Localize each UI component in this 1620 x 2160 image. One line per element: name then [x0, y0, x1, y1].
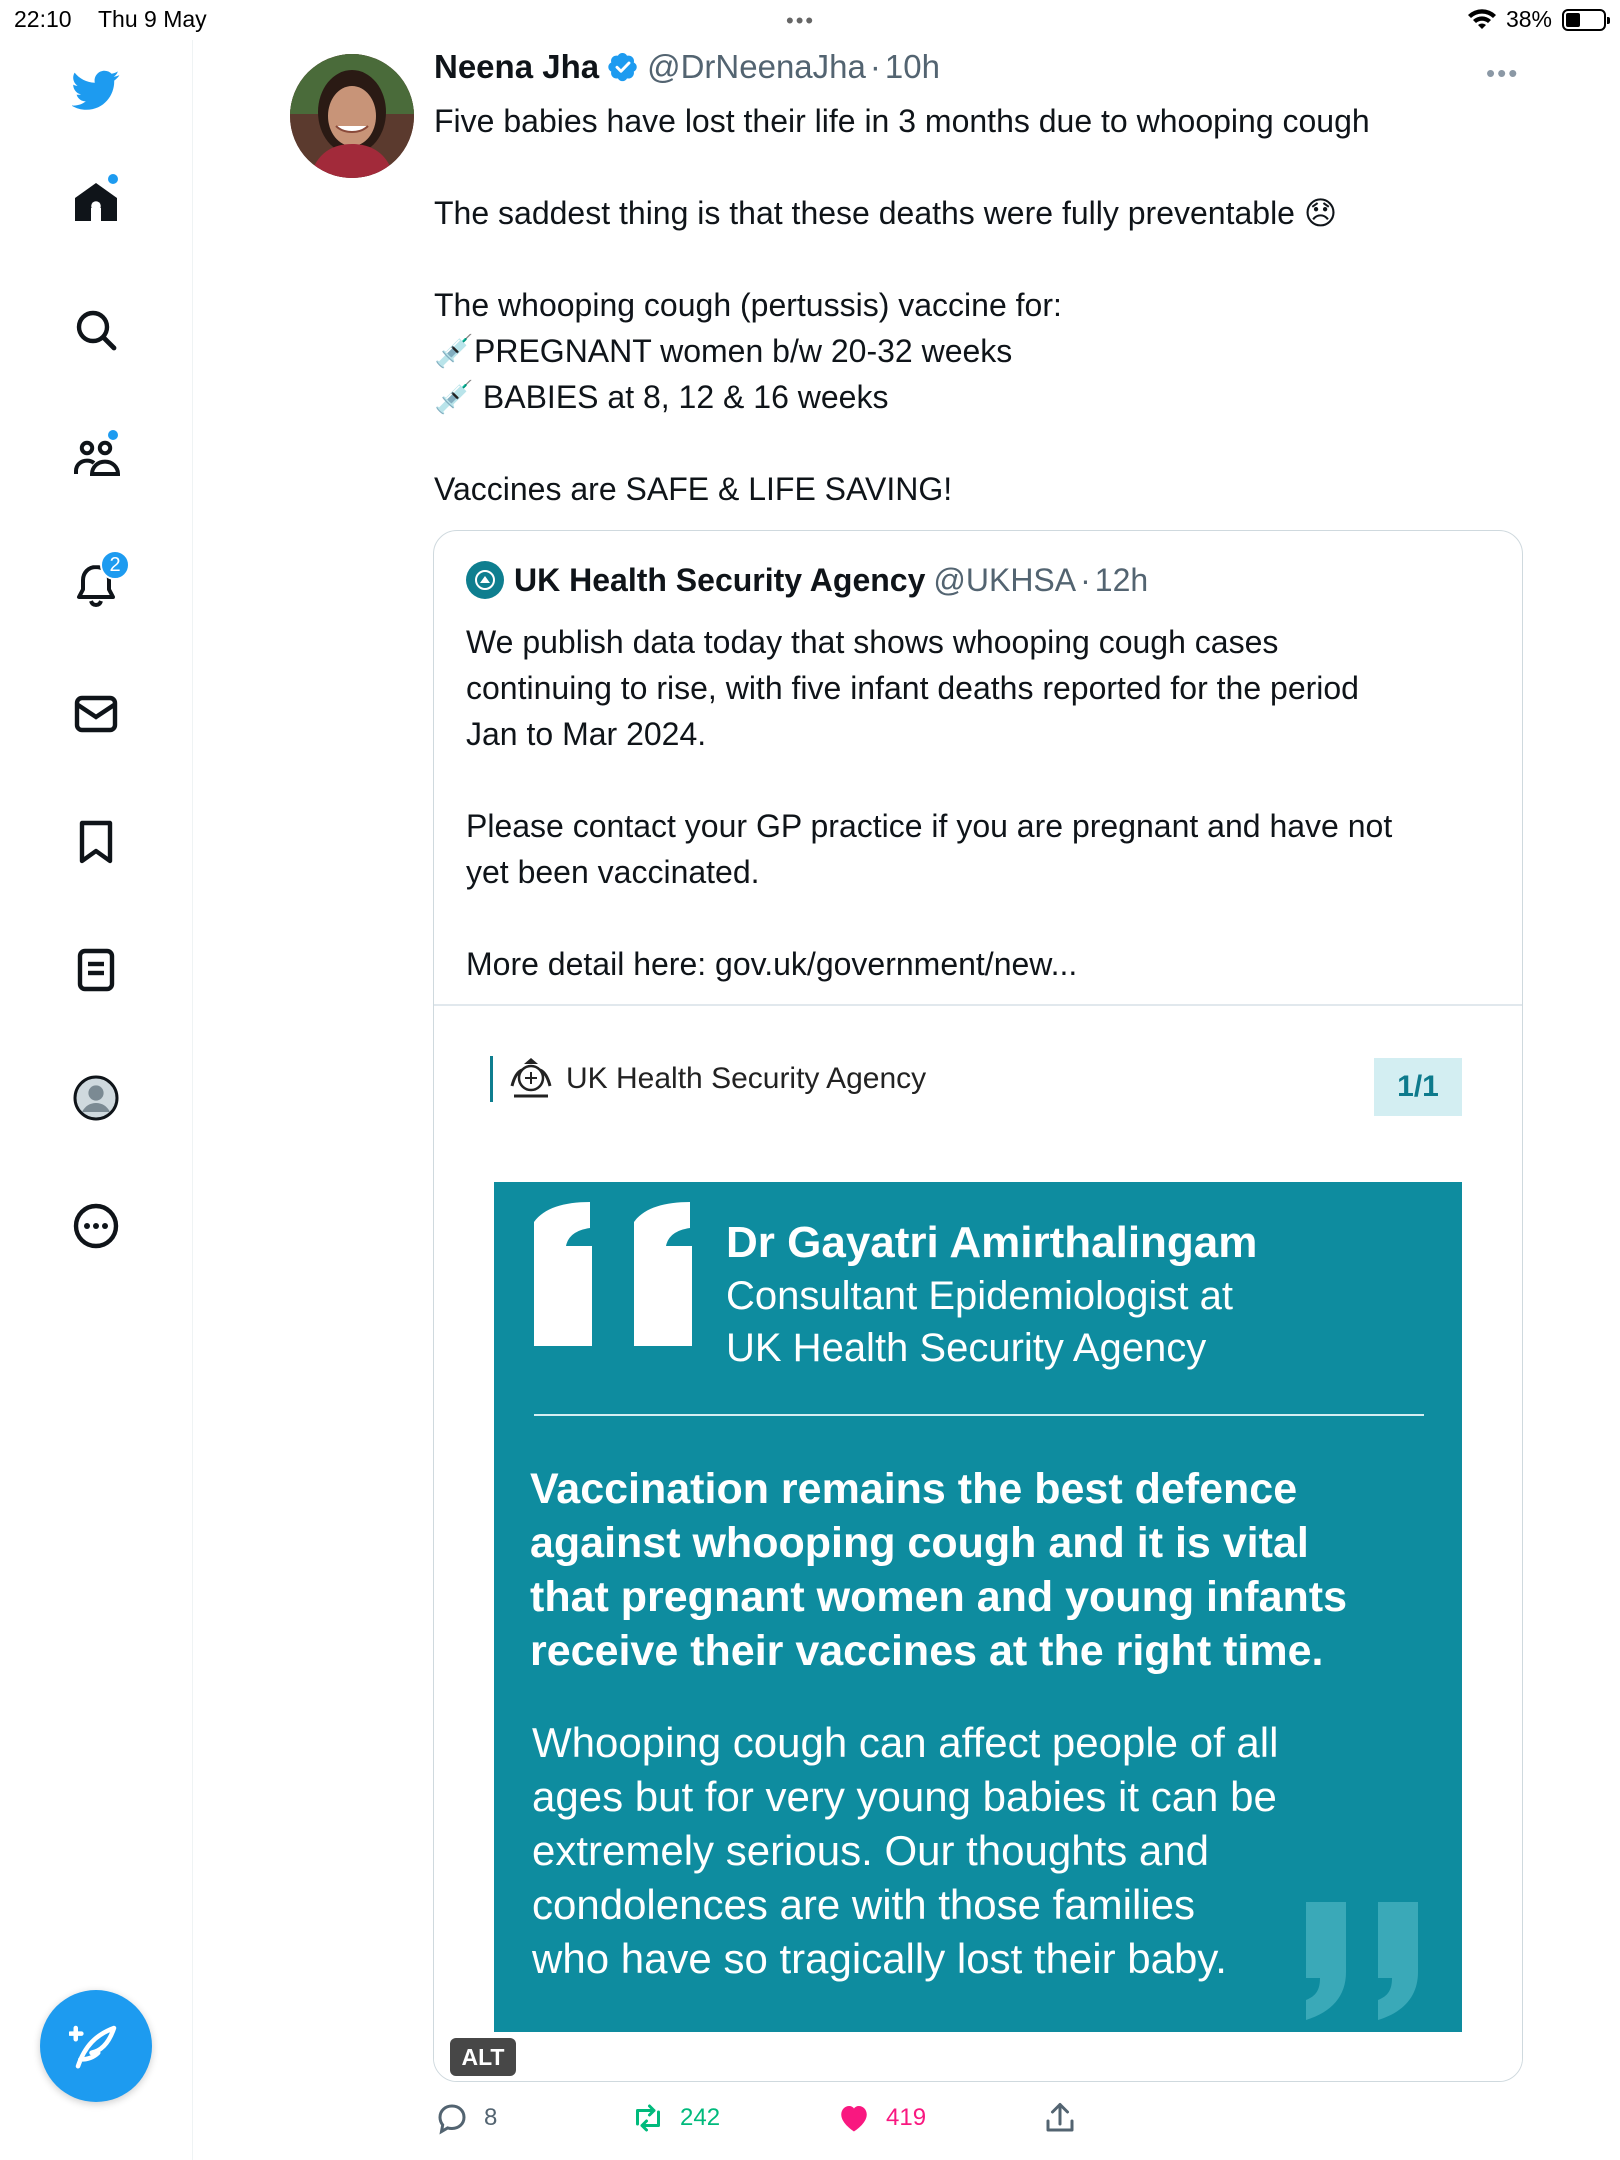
org-label: UK Health Security Agency: [566, 1062, 927, 1095]
reply-icon: [434, 2100, 470, 2136]
quoted-line: Jan to Mar 2024.: [466, 716, 707, 752]
tweet-header: [434, 48, 940, 86]
quoted-line: yet been vaccinated.: [466, 854, 760, 890]
compose-feather-icon[interactable]: [40, 1990, 152, 2102]
bullet-text: BABIES at 8, 12 & 16 weeks: [474, 379, 889, 415]
tweet-line: The whooping cough (pertussis) vaccine for:: [434, 287, 1062, 323]
bold-quote-line: receive their vaccines at the right time.: [530, 1627, 1324, 1675]
author-handle[interactable]: @DrNeenaJha: [647, 48, 866, 85]
body-quote-line: condolences are with those families: [532, 1881, 1196, 1928]
multitasking-dots-icon[interactable]: •••: [786, 8, 816, 33]
author-name[interactable]: Neena Jha: [434, 48, 600, 85]
communities-icon[interactable]: [64, 426, 128, 490]
close-quote-icon: [1302, 1902, 1432, 2022]
status-bar: [0, 0, 1620, 40]
home-unread-dot: [108, 174, 118, 184]
quoted-line: Please contact your GP practice if you are pregnant and have not: [466, 808, 1393, 844]
body-quote-line: who have so tragically lost their baby.: [532, 1935, 1227, 1982]
tweet-line: Five babies have lost their life in 3 months due to whooping cough: [434, 103, 1370, 139]
body-quote-line: extremely serious. Our thoughts and: [532, 1827, 1210, 1874]
syringe-icon: 💉: [434, 379, 474, 415]
home-icon[interactable]: [64, 170, 128, 234]
wifi-icon: [1468, 9, 1496, 31]
quoted-line: continuing to rise, with five infant deaths reported for the period: [466, 670, 1359, 706]
page-indicator: 1/1: [1374, 1058, 1462, 1116]
tweet-line-bullet: [434, 374, 1524, 420]
sidebar: [0, 40, 193, 2160]
body-quote-line: Whooping cough can affect people of all: [532, 1719, 1279, 1766]
lists-icon[interactable]: [64, 938, 128, 1002]
status-time: 22:10: [14, 6, 72, 32]
logo-rule: [490, 1056, 493, 1102]
body-quote-line: ages but for very young babies it can be: [532, 1773, 1277, 1820]
quoted-line: [466, 895, 1496, 941]
share-icon: [1042, 2100, 1078, 2136]
reply-button[interactable]: [434, 2100, 497, 2136]
author-avatar[interactable]: [290, 54, 414, 178]
heart-icon: [836, 2100, 872, 2136]
communities-unread-dot: [108, 430, 118, 440]
tweet-line: [434, 144, 1524, 190]
profile-avatar-icon[interactable]: [64, 1066, 128, 1130]
quoted-tweet-time[interactable]: 12h: [1094, 561, 1149, 598]
notifications-bell-icon[interactable]: [64, 554, 128, 618]
retweet-button[interactable]: [630, 2100, 720, 2136]
bold-quote-line: Vaccination remains the best defence: [530, 1465, 1298, 1513]
quoted-line: [466, 757, 1496, 803]
speaker-role: Consultant Epidemiologist at: [726, 1274, 1233, 1318]
share-button[interactable]: [1042, 2100, 1078, 2136]
quoted-tweet-header: [466, 561, 1148, 599]
verified-badge-icon: [607, 51, 639, 83]
retweet-icon: [630, 2100, 666, 2136]
twitter-bird-icon[interactable]: [64, 58, 128, 122]
syringe-icon: 💉: [434, 333, 474, 369]
battery-percent: 38%: [1505, 6, 1552, 32]
quoted-line: We publish data today that shows whooping cough cases: [466, 624, 1279, 660]
more-circle-icon[interactable]: [64, 1194, 128, 1258]
status-right: [1468, 6, 1606, 33]
tweet-more-options-icon[interactable]: •••: [1486, 58, 1520, 88]
royal-crest-icon: [506, 1056, 556, 1102]
tweet-line: Vaccines are SAFE & LIFE SAVING!: [434, 471, 953, 507]
tweet-time[interactable]: 10h: [884, 48, 940, 85]
quoted-author-name[interactable]: UK Health Security Agency: [514, 561, 926, 598]
notifications-badge: 2: [100, 550, 130, 580]
bold-quote: [530, 1462, 1430, 1678]
speaker-organisation: UK Health Security Agency: [726, 1326, 1207, 1370]
quoted-author-handle[interactable]: @UKHSA: [933, 561, 1077, 598]
body-quote: [532, 1716, 1412, 1986]
quoted-tweet-text: [466, 619, 1496, 987]
quoted-header-separator: ·: [1080, 561, 1091, 598]
header-separator: ·: [869, 48, 881, 85]
tweet-line: [434, 236, 1524, 282]
tweet-text: [434, 98, 1524, 512]
status-date: Thu 9 May: [98, 6, 207, 32]
speaker-name: Dr Gayatri Amirthalingam: [726, 1218, 1258, 1267]
quoted-line-link[interactable]: More detail here: gov.uk/government/new...: [466, 946, 1078, 982]
bullet-text: PREGNANT women b/w 20-32 weeks: [474, 333, 1013, 369]
quote-panel: [494, 1182, 1462, 2032]
panel-divider: [534, 1414, 1424, 1416]
messages-mail-icon[interactable]: [64, 682, 128, 746]
bold-quote-line: against whooping cough and it is vital: [530, 1519, 1309, 1567]
tweet-actions: [434, 2100, 1534, 2144]
ukhsa-avatar[interactable]: [466, 561, 504, 599]
like-count: 419: [886, 2104, 927, 2131]
battery-level: [1566, 13, 1580, 27]
tweet-line: The saddest thing is that these deaths were fully preventable 😞: [434, 195, 1338, 231]
search-icon[interactable]: [64, 298, 128, 362]
quoted-tweet-card[interactable]: [433, 530, 1523, 2082]
bookmark-icon[interactable]: [64, 810, 128, 874]
tweet-line: [434, 420, 1524, 466]
open-quote-icon: [528, 1202, 708, 1362]
quoted-media-image[interactable]: [434, 1006, 1522, 2082]
bold-quote-line: that pregnant women and young infants: [530, 1573, 1347, 1621]
tweet-line-bullet: [434, 328, 1524, 374]
reply-count: 8: [484, 2104, 498, 2131]
alt-text-badge[interactable]: ALT: [450, 2038, 516, 2076]
retweet-count: 242: [680, 2104, 721, 2131]
battery-icon: [1562, 9, 1606, 31]
like-button[interactable]: [836, 2100, 926, 2136]
